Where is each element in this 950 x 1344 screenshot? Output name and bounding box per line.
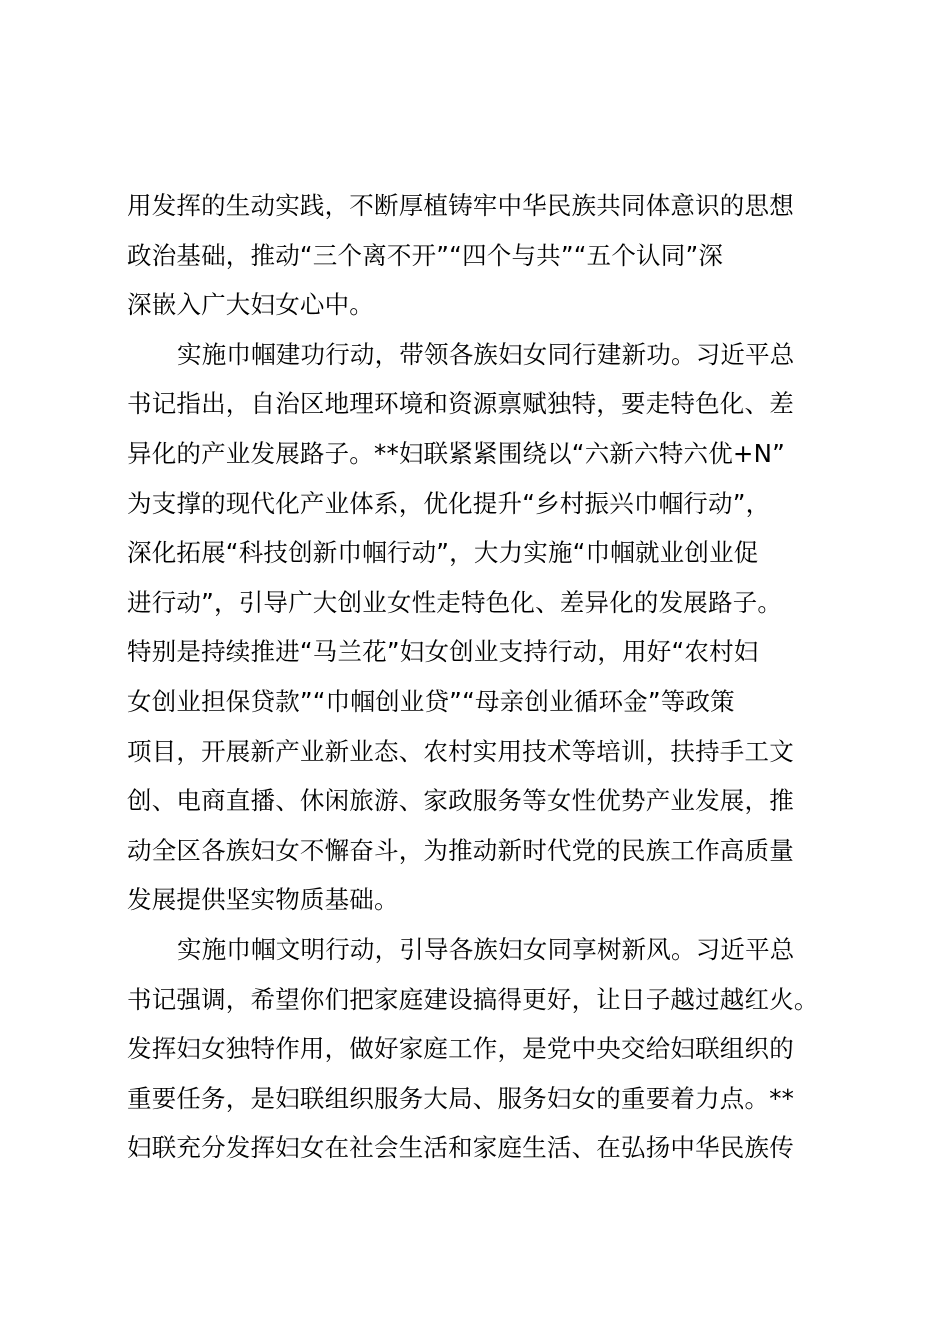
text-line: 书记指出，自治区地理环境和资源禀赋独特，要走特色化、差 xyxy=(127,389,794,419)
paragraph-start-line: 实施巾帼建功行动，带领各族妇女同行建新功。习近平总 xyxy=(177,339,795,369)
text-line: 为支撑的现代化产业体系，优化提升“乡村振兴巾帼行动”， xyxy=(127,488,771,518)
text-line: 项目，开展新产业新业态、农村实用技术等培训，扶持手工文 xyxy=(127,736,794,766)
text-line: 重要任务，是妇联组织服务大局、服务妇女的重要着力点。** xyxy=(127,1083,795,1113)
text-line: 书记强调，希望你们把家庭建设搞得更好，让日子越过越红火。 xyxy=(127,984,819,1014)
text-line: 特别是持续推进“马兰花”妇女创业支持行动，用好“农村妇 xyxy=(127,637,759,667)
text-line: 深化拓展“科技创新巾帼行动”，大力实施“巾帼就业创业促 xyxy=(127,538,759,568)
body-text xyxy=(127,181,833,1173)
text-line: 进行动”，引导广大创业女性走特色化、差异化的发展路子。 xyxy=(127,587,783,617)
text-line: 政治基础，推动“三个离不开”“四个与共”“五个认同”深 xyxy=(127,240,724,270)
text-line: 深嵌入广大妇女心中。 xyxy=(127,290,374,320)
text-line: 用发挥的生动实践，不断厚植铸牢中华民族共同体意识的思想 xyxy=(127,191,794,220)
text-line: 发展提供坚实物质基础。 xyxy=(127,885,399,915)
paragraph-start-line: 实施巾帼文明行动，引导各族妇女同享树新风。习近平总 xyxy=(177,934,795,964)
text-line: 动全区各族妇女不懈奋斗，为推动新时代党的民族工作高质量 xyxy=(127,835,794,865)
text-line: 女创业担保贷款”“巾帼创业贷”“母亲创业循环金”等政策 xyxy=(127,686,735,716)
text-line: 发挥妇女独特作用，做好家庭工作，是党中央交给妇联组织的 xyxy=(127,1034,794,1064)
text-line: 异化的产业发展路子。**妇联紧紧围绕以“六新六特六优+N” xyxy=(127,438,786,468)
text-line: 创、电商直播、休闲旅游、家政服务等女性优势产业发展，推 xyxy=(127,786,794,816)
text-line: 妇联充分发挥妇女在社会生活和家庭生活、在弘扬中华民族传 xyxy=(127,1133,794,1163)
